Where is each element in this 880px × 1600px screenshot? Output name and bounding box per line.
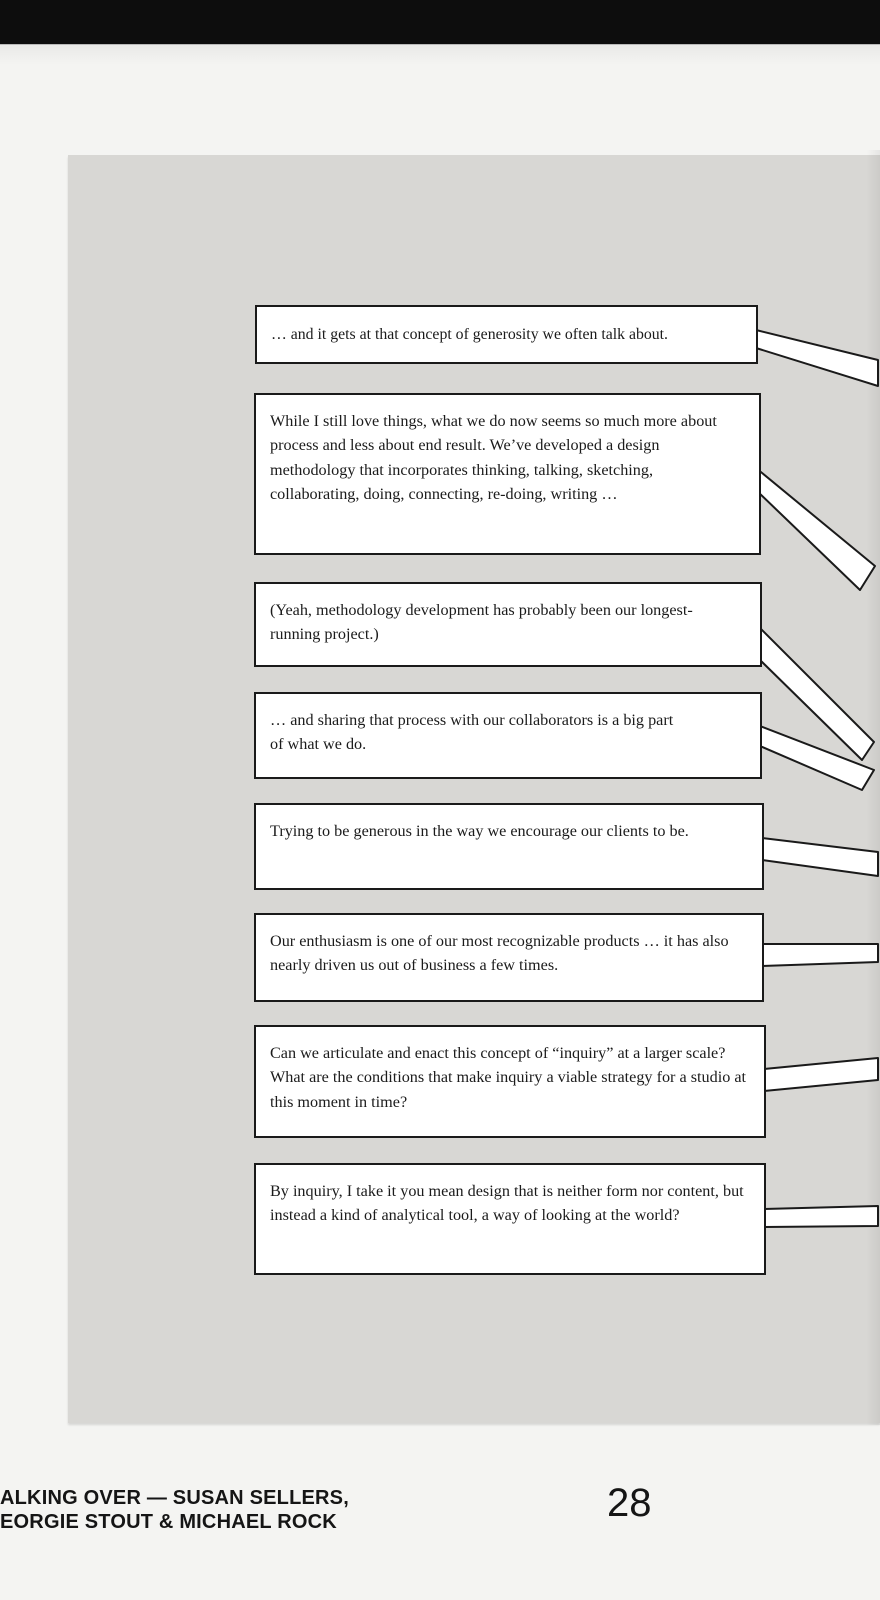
- bubble-text: By inquiry, I take it you mean design that is neither form nor content, but instead a kind of analytical tool, a way of looking at the world?: [270, 1182, 744, 1225]
- speech-bubble: [254, 803, 764, 890]
- bubble-text: While I still love things, what we do now seems so much more about process and less about end result. We’ve developed a design methodology that incorporates thinking, talking, sketching, collaborating, doing, connecting, re-doing, writing …: [270, 412, 717, 503]
- gutter-shadow: [866, 150, 880, 1425]
- speech-bubble: [254, 582, 762, 667]
- bubble-text: (Yeah, methodology development has probably been our longest-running project.): [270, 601, 693, 644]
- speech-bubble: [254, 1163, 766, 1275]
- running-title-line-1: ALKING OVER — SUSAN SELLERS,: [0, 1487, 349, 1509]
- speech-bubble: [255, 305, 758, 364]
- page-top-edge: [0, 44, 880, 65]
- page-number: 28: [607, 1481, 652, 1525]
- bubble-text: … and it gets at that concept of generosity we often talk about.: [271, 326, 668, 343]
- speech-bubble: [254, 393, 761, 555]
- bubble-text: Our enthusiasm is one of our most recognizable products … it has also nearly driven us out of business a few times.: [270, 932, 729, 975]
- bubble-text: … and sharing that process with our collaborators is a big part of what we do.: [270, 711, 674, 754]
- speech-bubble: [254, 1025, 766, 1138]
- speech-bubble: [254, 692, 762, 779]
- running-title-line-2: EORGIE STOUT & MICHAEL ROCK: [0, 1511, 337, 1533]
- bubble-text: Can we articulate and enact this concept of “inquiry” at a larger scale? What are the conditions that make inquiry a viable strategy for a studio at this moment in time?: [270, 1044, 747, 1111]
- speech-bubble: [254, 913, 764, 1002]
- running-title: [0, 1486, 420, 1534]
- bubble-text: Trying to be generous in the way we encourage our clients to be.: [270, 822, 689, 840]
